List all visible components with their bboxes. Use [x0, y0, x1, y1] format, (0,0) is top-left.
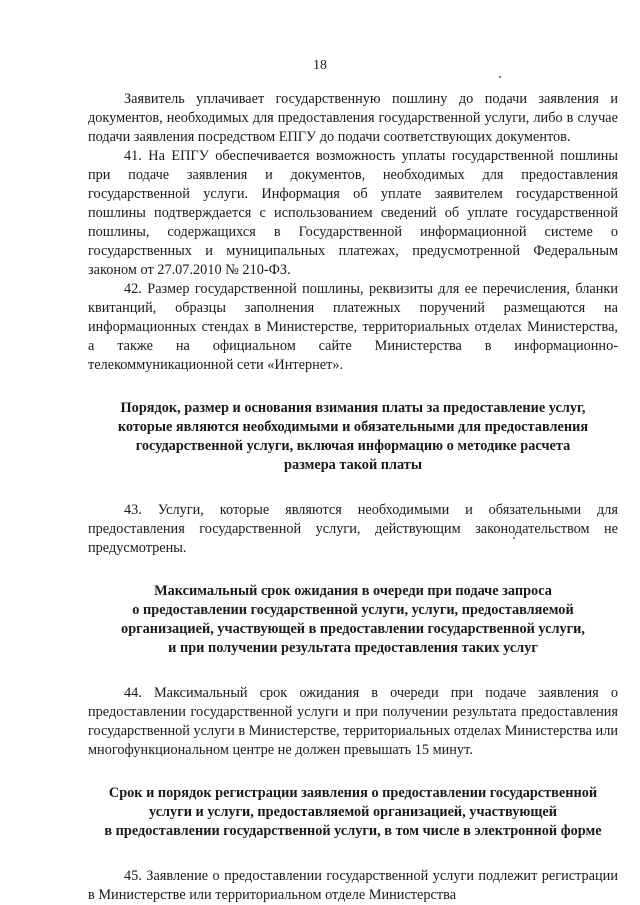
- page-number: 18: [313, 58, 327, 73]
- paragraph-41: 41. На ЕПГУ обеспечивается возможность уплаты государственной пошлины при подаче заявления и документов, необходимых для предоставления государственной услуги. Информация об уплате заявителем государственной пошлины подтверждается с использованием сведений об уплате государственной пошлины, содержащихся в Государственной информационной системе о государственных и муниципальных платежах, предусмотренной Федеральным законом от 27.07.2010 № 210-ФЗ.: [88, 148, 618, 278]
- section-heading-queue: Максимальный срок ожидания в очереди при подаче запроса о предоставлении государственной услуги, услуги, предоставляемой организацией, участвующей в предоставлении государственной услуги, и при получении результата предоставления таких услуг: [121, 583, 585, 656]
- scan-speck: [499, 76, 501, 78]
- paragraph-44: 44. Максимальный срок ожидания в очереди при подаче заявления о предоставлении государственной услуги и при получении результата предоставления государственной услуги в Министерстве, территориальных отделах Министерства или многофункциональном центре не должен превышать 15 минут.: [88, 685, 618, 758]
- paragraph-43: 43. Услуги, которые являются необходимыми и обязательными для предоставления государственной услуги, действующим законодательством не предусмотрены.: [88, 502, 618, 556]
- paragraph-intro: Заявитель уплачивает государственную пошлину до подачи заявления и документов, необходимых для предоставления государственной услуги, либо в случае подачи заявления посредством ЕПГУ до подачи соответствующих документов.: [88, 91, 618, 145]
- paragraph-45: 45. Заявление о предоставлении государственной услуги подлежит регистрации в Министерстве или территориальном отделе Министерства: [88, 868, 618, 903]
- document-body: [88, 90, 618, 905]
- paragraph-42: 42. Размер государственной пошлины, реквизиты для ее перечисления, бланки квитанций, образцы заполнения платежных поручений размещаются на информационных стендах в Министерстве, территориальных отделах Министерства, а также на официальном сайте Министерства в информационно-телекоммуникационной сети «Интернет».: [88, 281, 618, 373]
- section-heading-fees: Порядок, размер и основания взимания платы за предоставление услуг, которые являются необходимыми и обязательными для предоставления государственной услуги, включая информацию о методике расчета размера такой платы: [117, 400, 589, 473]
- section-heading-registration: Срок и порядок регистрации заявления о предоставлении государственной услуги и услуги, предоставляемой организацией, участвующей в предоставлении государственной услуги, в том числе в электронной форме: [104, 785, 602, 839]
